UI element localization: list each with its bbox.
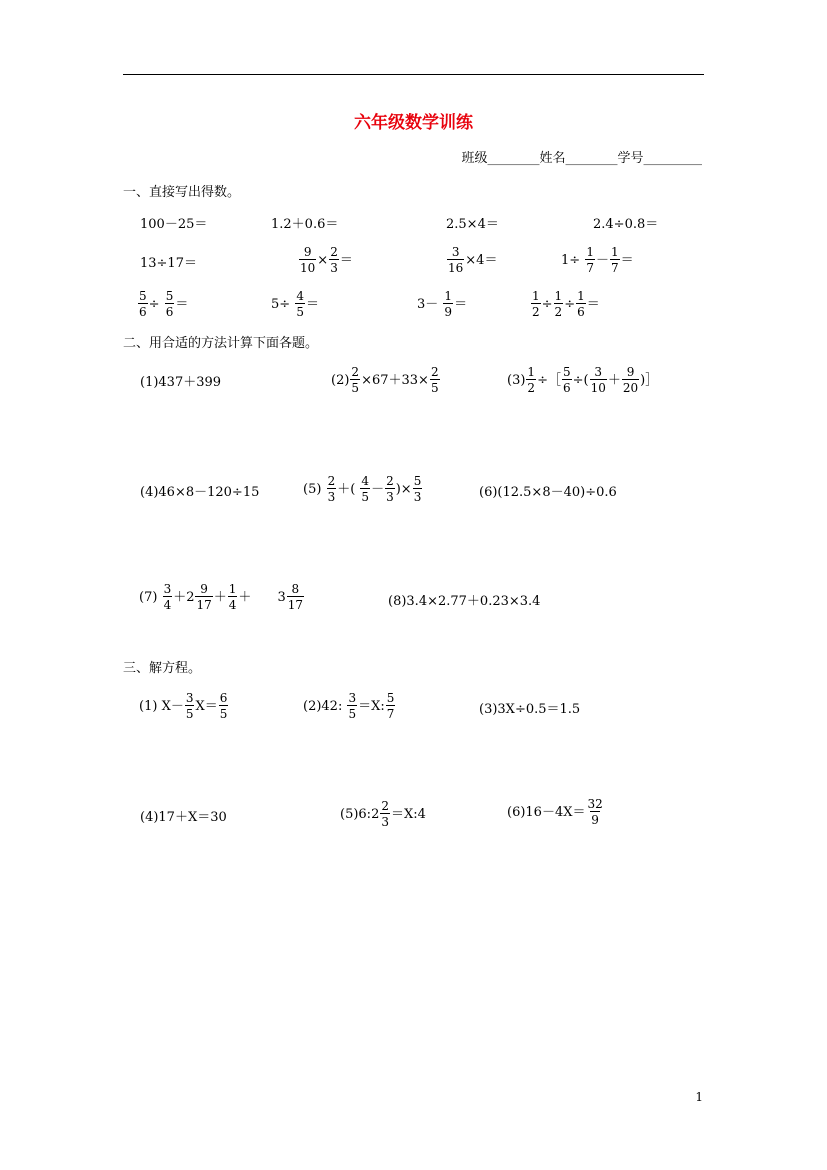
q1-c: 2.5×4＝ — [446, 217, 499, 232]
q1-e: 13÷17＝ — [140, 256, 197, 271]
fraction: $\frac{2}{3}$ — [330, 245, 338, 275]
q1-h: 1÷ $\frac{1}{7}$ － 1 7 ＝ — [561, 245, 634, 275]
q3-e4: (4)17＋X＝30 — [140, 810, 227, 825]
student-info-line: 班级________姓名________学号_________ — [461, 151, 702, 166]
page-title: 六年级数学训练 — [354, 113, 473, 133]
q1-f: $\frac{9}{10}$ × $\frac{2}{3}$ ＝ — [300, 245, 353, 275]
fraction: 1 9 — [444, 289, 453, 319]
fraction: 3 5 — [185, 691, 194, 721]
fraction: 1 4 — [228, 582, 237, 612]
q1-l: $\frac{1}{2}$ ÷ $\frac{1}{2}$ ÷ $\frac{1}{6}$ ＝ — [532, 289, 600, 319]
section-1-heading: 一、直接写出得数。 — [123, 185, 241, 200]
q2-p6: (6)(12.5×8－40)÷0.6 — [479, 485, 617, 500]
fraction: 3 5 — [348, 691, 357, 721]
fraction: 3 10 — [590, 365, 606, 395]
fraction: $\frac{4}{5}$ — [296, 289, 304, 319]
q3-e2: (2)42: 3 5 ＝X: 5 7 — [303, 691, 395, 721]
fraction: 9 20 — [622, 365, 639, 395]
section-3-heading: 三、解方程。 — [123, 661, 202, 676]
q2-p4: (4)46×8－120÷15 — [140, 485, 260, 500]
fraction: 5 7 — [386, 691, 395, 721]
fraction: 2 3 — [381, 799, 389, 829]
q2-p1: (1)437＋399 — [140, 375, 222, 390]
q1-g: $\frac{3}{16}$ ×4＝ — [448, 245, 498, 275]
q3-e1: (1) X－ 3 5 X＝ 6 5 — [139, 691, 228, 721]
q1-d: 2.4÷0.8＝ — [593, 217, 659, 232]
section-2-heading: 二、用合适的方法计算下面各题。 — [123, 336, 319, 351]
fraction: $\frac{5}{3}$ — [413, 474, 422, 504]
q2-p3: (3) $\frac{1}{2}$ ÷［ $\frac{5}{6}$ ÷( 3 10 ＋ 9 20 )］ — [507, 365, 659, 395]
fraction: $\frac{1}{2}$ — [554, 289, 563, 319]
q1-b: 1.2＋0.6＝ — [271, 217, 339, 232]
page-number: 1 — [695, 1090, 703, 1104]
q3-e6: (6)16－4X＝ 32 9 — [507, 797, 603, 827]
fraction: $\frac{5}{6}$ — [562, 365, 571, 395]
fraction: $\frac{2}{5}$ — [351, 365, 360, 395]
fraction: $\frac{1}{2}$ — [527, 365, 536, 395]
fraction: $\frac{1}{2}$ — [532, 289, 540, 319]
fraction: $\frac{5}{6}$ — [165, 289, 174, 319]
q1-k: 3－ 1 9 ＝ — [417, 289, 468, 319]
fraction: $\frac{1}{7}$ — [586, 245, 594, 275]
fraction: $\frac{9}{10}$ — [300, 245, 316, 275]
fraction: 8 17 — [287, 582, 303, 612]
q2-p2: (2) $\frac{2}{5}$ ×67＋33× $\frac{2}{5}$ — [331, 365, 439, 395]
q1-a: 100－25＝ — [140, 217, 208, 232]
fraction: 3 4 — [163, 582, 172, 612]
q1-j: 5÷ $\frac{4}{5}$ ＝ — [271, 289, 319, 319]
q3-e3: (3)3X÷0.5＝1.5 — [479, 702, 581, 717]
q2-p5: (5) 2 3 ＋( 4 5 － 2 3 )× $\frac{5}{3}$ — [303, 474, 422, 504]
fraction: 6 5 — [219, 691, 228, 721]
fraction: 1 7 — [610, 245, 619, 275]
fraction: $\frac{1}{6}$ — [577, 289, 585, 319]
q2-p8: (8)3.4×2.77＋0.23×3.4 — [388, 594, 541, 609]
fraction: 4 5 — [361, 474, 370, 504]
fraction: $\frac{2}{5}$ — [430, 365, 439, 395]
fraction: $\frac{3}{16}$ — [448, 245, 464, 275]
q2-p7: (7) 3 4 ＋2 9 17 ＋ 1 4 ＋ 3 8 17 — [139, 582, 303, 612]
fraction: 9 17 — [196, 582, 212, 612]
fraction: 2 3 — [386, 474, 394, 504]
q1-i: $\frac{5}{6}$ ÷ $\frac{5}{6}$ ＝ — [139, 289, 189, 319]
fraction: 2 3 — [327, 474, 336, 504]
fraction: $\frac{5}{6}$ — [139, 289, 147, 319]
header-rule — [123, 74, 704, 75]
fraction: 32 9 — [587, 797, 603, 827]
q3-e5: (5)6:2 2 3 ＝X:4 — [340, 799, 426, 829]
